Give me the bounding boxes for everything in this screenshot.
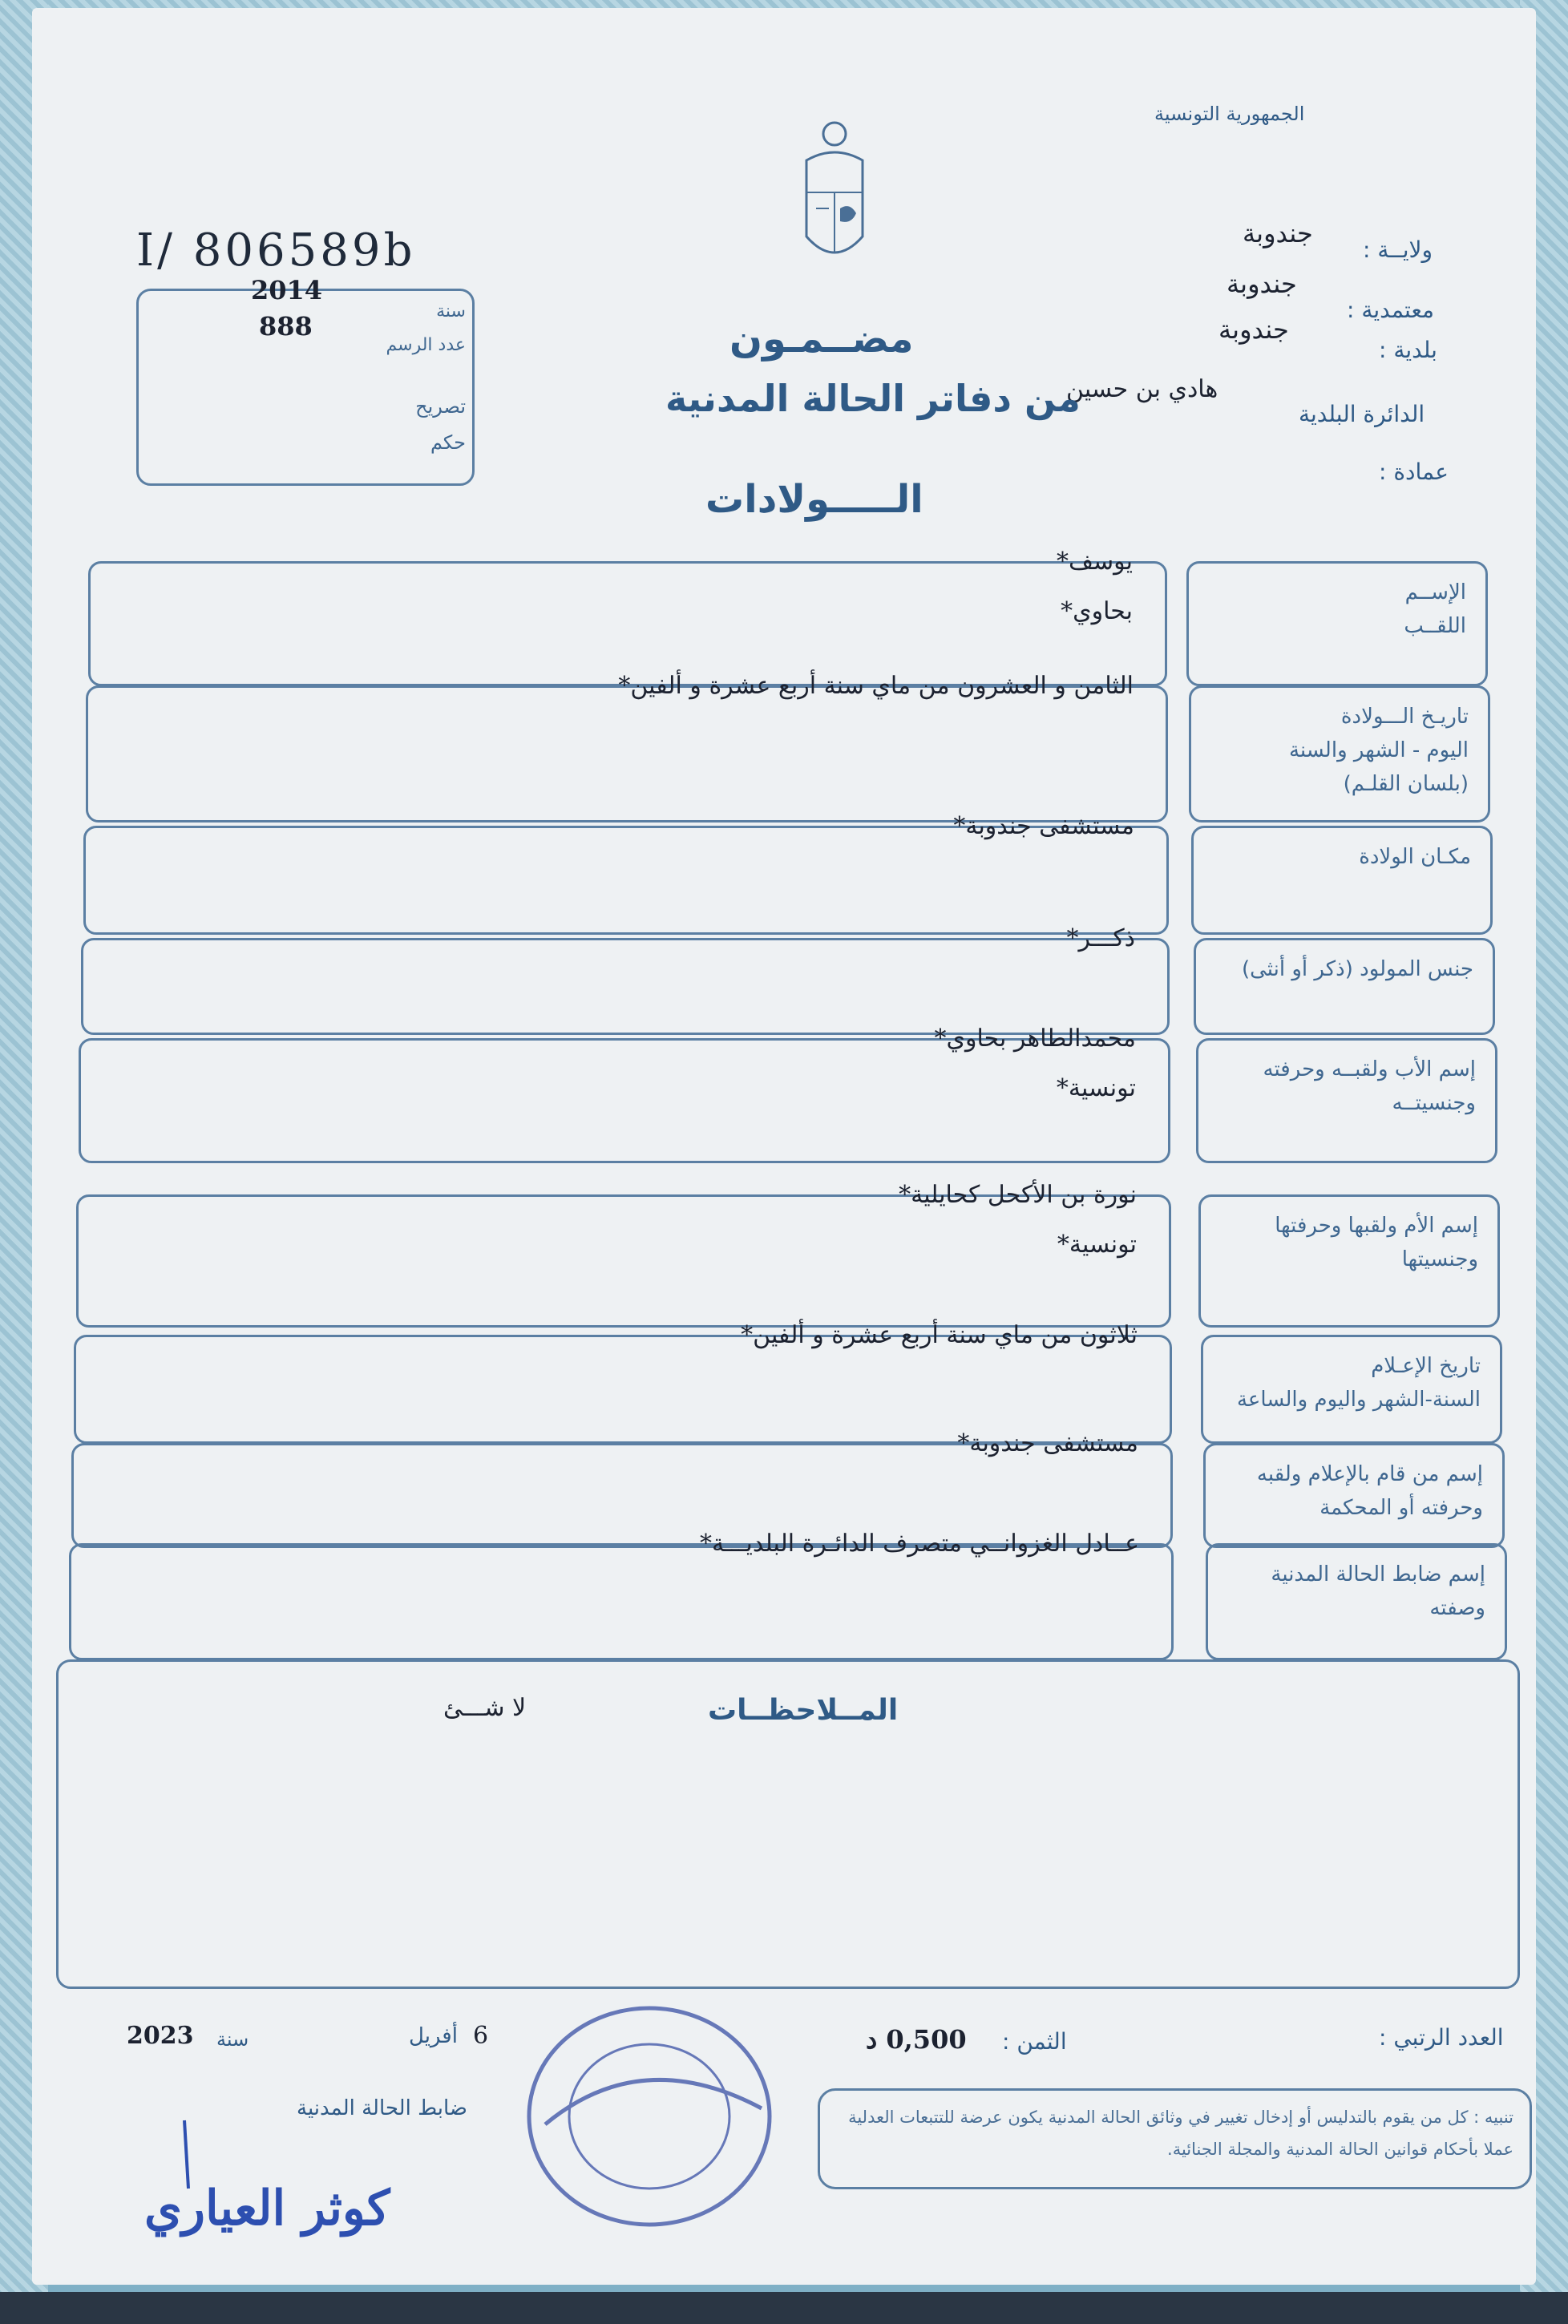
section-title: الـــــولادات [705, 477, 923, 522]
field-label: إسم من قام بالإعلام ولقبه [1256, 1462, 1483, 1486]
baladia-value: جندوبة [1218, 314, 1289, 345]
date-month: أفريل [409, 2024, 458, 2048]
field-label: اللقــب [1404, 614, 1466, 638]
remarks-box [56, 1659, 1520, 1989]
field-value-box [86, 672, 1168, 822]
field-value-box [83, 812, 1169, 935]
field-label-box [1196, 1038, 1497, 1163]
field-label: وصفته [1429, 1596, 1485, 1620]
register-number-label: عدد الرسم [386, 335, 466, 355]
register-box [136, 275, 475, 486]
field-label: وجنسيتها [1401, 1247, 1478, 1271]
field-label-box [1186, 561, 1488, 686]
field-value: نورة بن الأكحل كحايلية* [899, 1181, 1137, 1209]
omada-label: عمادة : [1379, 459, 1449, 485]
field-label: وجنسيتــه [1392, 1091, 1476, 1115]
wilaya-label: ولايــة : [1363, 236, 1433, 263]
field-value: ثلاثون من ماي سنة أربع عشرة و ألفين* [741, 1321, 1138, 1349]
field-value: تونسية* [1057, 1231, 1137, 1259]
field-value: تونسية* [1056, 1074, 1136, 1102]
field-label: (بلسان القلـم) [1343, 772, 1469, 796]
field-label-box [1189, 685, 1490, 822]
field-label: مكـان الولادة [1359, 845, 1471, 869]
remarks-label: المــلاحظــات [708, 1694, 899, 1727]
field-label-box [1198, 1194, 1500, 1328]
field-label: السنة-الشهر واليوم والساعة [1236, 1388, 1481, 1412]
field-value-box [76, 1181, 1171, 1328]
date-year: 2023 [127, 2022, 194, 2050]
legal-notice: تنبيه : كل من يقوم بالتدليس أو إدخال تغيير في وثائق الحالة المدنية يكون عرضة للتتبعات العدلية عملا بأحكام قوانين الحالة المدنية والمجلة الجنائية. [848, 2108, 1513, 2159]
dark-background-strip [0, 2292, 1568, 2324]
field-value: محمدالطاهر بحاوي* [934, 1025, 1136, 1053]
field-value-box [88, 548, 1167, 686]
field-label: تاريخ الإعـلام [1371, 1354, 1481, 1378]
ordinal-number-label: العدد الرتبي : [1379, 2024, 1504, 2051]
field-label-box [1194, 938, 1495, 1035]
date-day: 6 [473, 2022, 489, 2050]
document-subtitle: من دفاتر الحالة المدنية [665, 377, 1081, 420]
declaration-label: تصريح [415, 395, 466, 418]
field-value-box [79, 1025, 1170, 1163]
field-label-box [1203, 1443, 1505, 1548]
field-value-box [81, 924, 1170, 1035]
daira-label: الدائرة البلدية [1299, 401, 1425, 427]
field-value-box [74, 1321, 1172, 1444]
field-label: إسم الأم ولقبها وحرفتها [1275, 1214, 1478, 1238]
field-label: الإســم [1404, 580, 1466, 604]
year-value: 2014 [251, 275, 323, 305]
field-label: إسم ضابط الحالة المدنية [1271, 1562, 1485, 1586]
year-label: سنة [436, 301, 466, 321]
date-year-label: سنة [216, 2028, 249, 2051]
document-title: مضــمـون [729, 317, 914, 362]
register-number-value: 888 [259, 311, 313, 342]
field-label-box [1201, 1335, 1502, 1444]
field-value-box [69, 1530, 1174, 1660]
judgment-label: حكم [430, 431, 466, 454]
mootamadia-value: جندوبة [1227, 269, 1297, 299]
field-value: ذكـــر* [1066, 924, 1135, 952]
serial-number: I/ 806589b [136, 224, 416, 277]
baladia-label: بلدية : [1379, 337, 1437, 363]
field-value: عــادل الغزوانــي متصرف الدائـرة البلديـــة* [700, 1530, 1139, 1558]
price-value: 0,500 د [866, 2024, 967, 2055]
tunisia-coat-of-arms-icon [790, 116, 879, 277]
mootamadia-label: معتمدية : [1347, 297, 1434, 323]
field-label-box [1206, 1543, 1507, 1660]
field-label: جنس المولود (ذكر أو أنثى) [1241, 957, 1473, 981]
field-value: مستشفى جندوبة* [957, 1429, 1138, 1457]
signature-stroke-icon [168, 2116, 208, 2197]
remarks-value: لا شـــئ [443, 1694, 527, 1722]
field-value: يوسف* [1056, 548, 1133, 576]
field-label: إسم الأب ولقبــه وحرفته [1263, 1057, 1476, 1081]
field-label: تاريـخ الـــولادة [1340, 705, 1469, 729]
field-value: مستشفى جندوبة* [953, 812, 1134, 840]
officer-signature: كوثر العياري [144, 2181, 390, 2237]
officer-label: ضابط الحالة المدنية [297, 2096, 468, 2120]
field-label: اليوم - الشهر والسنة [1288, 738, 1469, 762]
republic-label: الجمهورية التونسية [1154, 103, 1305, 125]
price-label: الثمن : [1002, 2028, 1067, 2055]
official-stamp-icon [497, 1996, 802, 2237]
field-label: وحرفته أو المحكمة [1319, 1496, 1483, 1520]
field-label-box [1191, 826, 1493, 935]
field-value: بحاوي* [1061, 597, 1133, 625]
notice-box [818, 2088, 1532, 2189]
daira-value: هادي بن حسين [1066, 375, 1218, 403]
wilaya-value: جندوبة [1243, 218, 1313, 249]
field-value: الثامن و العشرون من ماي سنة أربع عشرة و ألفين* [618, 672, 1134, 700]
certificate-paper [32, 8, 1536, 2285]
